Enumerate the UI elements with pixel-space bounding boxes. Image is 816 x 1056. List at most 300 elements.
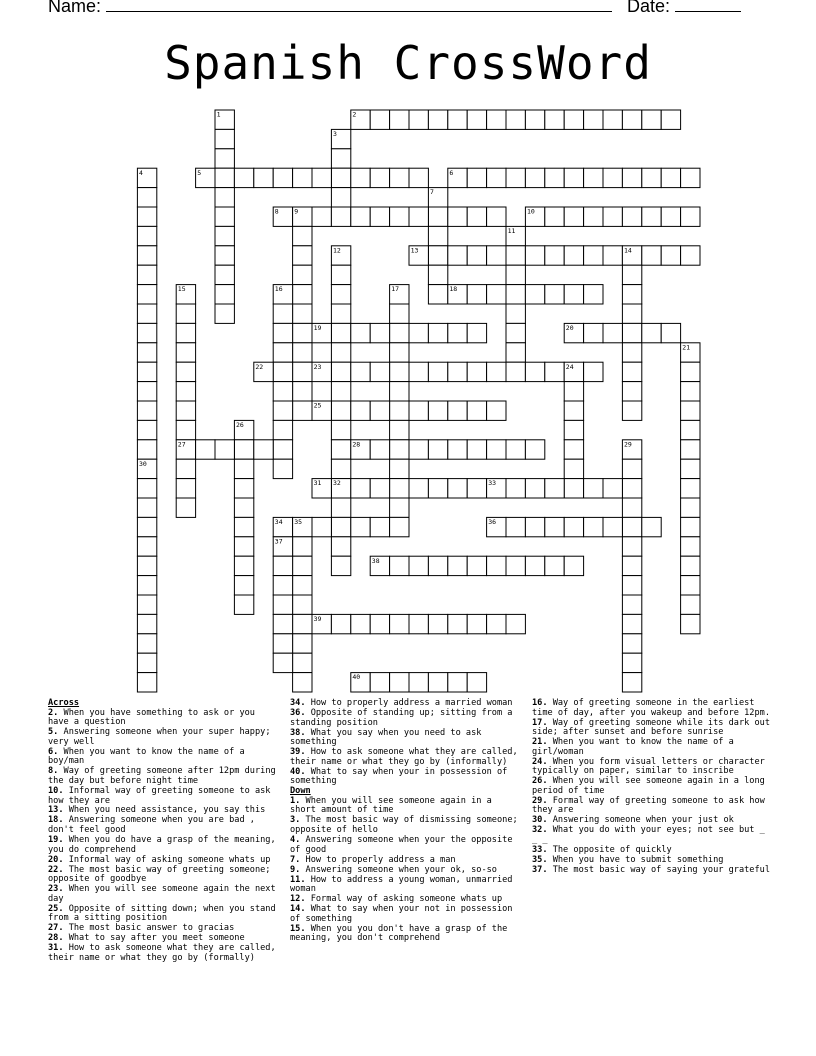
grid-cell[interactable] <box>487 614 506 633</box>
grid-cell[interactable] <box>467 673 486 692</box>
grid-cell[interactable] <box>584 168 603 187</box>
grid-cell[interactable] <box>293 226 312 245</box>
grid-cell[interactable] <box>390 168 409 187</box>
grid-cell[interactable] <box>622 265 641 284</box>
grid-cell[interactable] <box>176 323 195 342</box>
grid-cell[interactable] <box>137 653 156 672</box>
grid-cell[interactable] <box>331 168 350 187</box>
grid-cell[interactable] <box>234 440 253 459</box>
grid-cell[interactable] <box>661 323 680 342</box>
grid-cell[interactable] <box>137 673 156 692</box>
grid-cell[interactable] <box>622 479 641 498</box>
grid-cell[interactable] <box>351 207 370 226</box>
grid-cell[interactable] <box>467 168 486 187</box>
grid-cell[interactable] <box>176 304 195 323</box>
grid-cell[interactable] <box>176 343 195 362</box>
grid-cell[interactable] <box>273 323 292 342</box>
grid-cell[interactable] <box>428 226 447 245</box>
grid-cell[interactable] <box>467 401 486 420</box>
grid-cell[interactable] <box>351 401 370 420</box>
grid-cell[interactable] <box>681 420 700 439</box>
grid-cell[interactable] <box>622 517 641 536</box>
grid-cell[interactable] <box>390 420 409 439</box>
grid-cell[interactable] <box>661 110 680 129</box>
grid-cell[interactable] <box>370 440 389 459</box>
grid-cell[interactable] <box>487 401 506 420</box>
grid-cell[interactable] <box>370 401 389 420</box>
grid-cell[interactable] <box>448 362 467 381</box>
grid-cell[interactable] <box>273 459 292 478</box>
grid-cell[interactable] <box>681 556 700 575</box>
grid-cell[interactable] <box>681 459 700 478</box>
grid-cell[interactable] <box>273 304 292 323</box>
grid-cell[interactable] <box>642 168 661 187</box>
grid-cell[interactable] <box>234 576 253 595</box>
grid-cell[interactable] <box>370 614 389 633</box>
grid-cell[interactable] <box>622 110 641 129</box>
grid-cell[interactable] <box>215 246 234 265</box>
grid-cell[interactable] <box>234 517 253 536</box>
grid-cell[interactable] <box>137 440 156 459</box>
grid-cell[interactable] <box>137 265 156 284</box>
grid-cell[interactable] <box>331 420 350 439</box>
grid-cell[interactable] <box>390 517 409 536</box>
grid-cell[interactable] <box>506 323 525 342</box>
grid-cell[interactable] <box>642 323 661 342</box>
grid-cell[interactable] <box>622 498 641 517</box>
grid-cell[interactable] <box>564 401 583 420</box>
grid-cell[interactable] <box>487 440 506 459</box>
grid-cell[interactable] <box>448 556 467 575</box>
grid-cell[interactable] <box>273 595 292 614</box>
grid-cell[interactable] <box>331 343 350 362</box>
grid-cell[interactable] <box>234 168 253 187</box>
grid-cell[interactable] <box>428 110 447 129</box>
grid-cell[interactable] <box>370 673 389 692</box>
grid-cell[interactable] <box>137 537 156 556</box>
grid-cell[interactable] <box>681 576 700 595</box>
grid-cell[interactable] <box>428 614 447 633</box>
grid-cell[interactable] <box>273 440 292 459</box>
grid-cell[interactable] <box>467 285 486 304</box>
grid-cell[interactable] <box>409 362 428 381</box>
grid-cell[interactable] <box>448 440 467 459</box>
grid-cell[interactable] <box>525 362 544 381</box>
grid-cell[interactable] <box>215 285 234 304</box>
grid-cell[interactable] <box>681 362 700 381</box>
grid-cell[interactable] <box>428 401 447 420</box>
grid-cell[interactable] <box>681 479 700 498</box>
grid-cell[interactable] <box>176 498 195 517</box>
grid-cell[interactable] <box>137 401 156 420</box>
grid-cell[interactable] <box>564 207 583 226</box>
grid-cell[interactable] <box>293 634 312 653</box>
grid-cell[interactable] <box>545 517 564 536</box>
grid-cell[interactable] <box>622 595 641 614</box>
grid-cell[interactable] <box>390 110 409 129</box>
grid-cell[interactable] <box>293 343 312 362</box>
grid-cell[interactable] <box>137 304 156 323</box>
grid-cell[interactable] <box>390 556 409 575</box>
grid-cell[interactable] <box>215 168 234 187</box>
grid-cell[interactable] <box>506 479 525 498</box>
grid-cell[interactable] <box>137 498 156 517</box>
grid-cell[interactable] <box>234 595 253 614</box>
grid-cell[interactable] <box>661 207 680 226</box>
grid-cell[interactable] <box>312 517 331 536</box>
grid-cell[interactable] <box>137 188 156 207</box>
grid-cell[interactable] <box>642 517 661 536</box>
grid-cell[interactable] <box>176 479 195 498</box>
grid-cell[interactable] <box>681 595 700 614</box>
grid-cell[interactable] <box>234 479 253 498</box>
grid-cell[interactable] <box>273 382 292 401</box>
grid-cell[interactable] <box>293 382 312 401</box>
grid-cell[interactable] <box>525 246 544 265</box>
grid-cell[interactable] <box>506 110 525 129</box>
grid-cell[interactable] <box>506 517 525 536</box>
grid-cell[interactable] <box>390 323 409 342</box>
grid-cell[interactable] <box>331 382 350 401</box>
grid-cell[interactable] <box>390 401 409 420</box>
grid-cell[interactable] <box>254 440 273 459</box>
grid-cell[interactable] <box>176 459 195 478</box>
grid-cell[interactable] <box>642 246 661 265</box>
grid-cell[interactable] <box>506 265 525 284</box>
grid-cell[interactable] <box>467 246 486 265</box>
grid-cell[interactable] <box>293 556 312 575</box>
grid-cell[interactable] <box>487 168 506 187</box>
grid-cell[interactable] <box>642 207 661 226</box>
grid-cell[interactable] <box>487 285 506 304</box>
grid-cell[interactable] <box>293 168 312 187</box>
grid-cell[interactable] <box>428 207 447 226</box>
grid-cell[interactable] <box>661 246 680 265</box>
grid-cell[interactable] <box>428 265 447 284</box>
grid-cell[interactable] <box>137 362 156 381</box>
grid-cell[interactable] <box>681 401 700 420</box>
grid-cell[interactable] <box>234 498 253 517</box>
grid-cell[interactable] <box>293 537 312 556</box>
grid-cell[interactable] <box>137 517 156 536</box>
grid-cell[interactable] <box>622 362 641 381</box>
grid-cell[interactable] <box>331 304 350 323</box>
grid-cell[interactable] <box>293 246 312 265</box>
grid-cell[interactable] <box>467 207 486 226</box>
grid-cell[interactable] <box>409 168 428 187</box>
grid-cell[interactable] <box>622 653 641 672</box>
grid-cell[interactable] <box>331 537 350 556</box>
grid-cell[interactable] <box>331 498 350 517</box>
grid-cell[interactable] <box>137 246 156 265</box>
grid-cell[interactable] <box>273 614 292 633</box>
grid-cell[interactable] <box>603 517 622 536</box>
grid-cell[interactable] <box>293 265 312 284</box>
grid-cell[interactable] <box>137 343 156 362</box>
grid-cell[interactable] <box>448 246 467 265</box>
grid-cell[interactable] <box>196 440 215 459</box>
grid-cell[interactable] <box>622 304 641 323</box>
grid-cell[interactable] <box>467 479 486 498</box>
grid-cell[interactable] <box>428 246 447 265</box>
grid-cell[interactable] <box>584 479 603 498</box>
grid-cell[interactable] <box>293 653 312 672</box>
grid-cell[interactable] <box>331 556 350 575</box>
grid-cell[interactable] <box>467 556 486 575</box>
grid-cell[interactable] <box>176 362 195 381</box>
grid-cell[interactable] <box>448 673 467 692</box>
grid-cell[interactable] <box>409 614 428 633</box>
grid-cell[interactable] <box>137 576 156 595</box>
grid-cell[interactable] <box>603 207 622 226</box>
grid-cell[interactable] <box>525 168 544 187</box>
grid-cell[interactable] <box>681 168 700 187</box>
grid-cell[interactable] <box>215 440 234 459</box>
grid-cell[interactable] <box>137 479 156 498</box>
grid-cell[interactable] <box>273 168 292 187</box>
grid-cell[interactable] <box>390 207 409 226</box>
grid-cell[interactable] <box>448 614 467 633</box>
grid-cell[interactable] <box>681 614 700 633</box>
grid-cell[interactable] <box>370 362 389 381</box>
grid-cell[interactable] <box>428 673 447 692</box>
grid-cell[interactable] <box>681 498 700 517</box>
grid-cell[interactable] <box>487 362 506 381</box>
grid-cell[interactable] <box>273 556 292 575</box>
grid-cell[interactable] <box>622 634 641 653</box>
grid-cell[interactable] <box>351 168 370 187</box>
grid-cell[interactable] <box>293 304 312 323</box>
grid-cell[interactable] <box>506 285 525 304</box>
grid-cell[interactable] <box>273 576 292 595</box>
grid-cell[interactable] <box>370 207 389 226</box>
grid-cell[interactable] <box>603 110 622 129</box>
grid-cell[interactable] <box>176 382 195 401</box>
grid-cell[interactable] <box>622 459 641 478</box>
grid-cell[interactable] <box>467 440 486 459</box>
grid-cell[interactable] <box>176 420 195 439</box>
grid-cell[interactable] <box>137 226 156 245</box>
grid-cell[interactable] <box>681 537 700 556</box>
grid-cell[interactable] <box>137 634 156 653</box>
grid-cell[interactable] <box>331 149 350 168</box>
grid-cell[interactable] <box>622 285 641 304</box>
grid-cell[interactable] <box>584 110 603 129</box>
grid-cell[interactable] <box>215 226 234 245</box>
grid-cell[interactable] <box>137 614 156 633</box>
grid-cell[interactable] <box>390 304 409 323</box>
grid-cell[interactable] <box>234 459 253 478</box>
grid-cell[interactable] <box>370 517 389 536</box>
grid-cell[interactable] <box>622 401 641 420</box>
grid-cell[interactable] <box>390 362 409 381</box>
grid-cell[interactable] <box>506 168 525 187</box>
grid-cell[interactable] <box>331 401 350 420</box>
grid-cell[interactable] <box>331 285 350 304</box>
grid-cell[interactable] <box>409 440 428 459</box>
grid-cell[interactable] <box>273 343 292 362</box>
grid-cell[interactable] <box>622 382 641 401</box>
grid-cell[interactable] <box>428 285 447 304</box>
grid-cell[interactable] <box>370 479 389 498</box>
grid-cell[interactable] <box>467 323 486 342</box>
grid-cell[interactable] <box>273 634 292 653</box>
grid-cell[interactable] <box>681 440 700 459</box>
grid-cell[interactable] <box>409 323 428 342</box>
grid-cell[interactable] <box>525 440 544 459</box>
grid-cell[interactable] <box>564 246 583 265</box>
grid-cell[interactable] <box>331 265 350 284</box>
grid-cell[interactable] <box>273 653 292 672</box>
grid-cell[interactable] <box>545 479 564 498</box>
grid-cell[interactable] <box>564 517 583 536</box>
grid-cell[interactable] <box>467 110 486 129</box>
grid-cell[interactable] <box>390 343 409 362</box>
grid-cell[interactable] <box>584 246 603 265</box>
grid-cell[interactable] <box>137 556 156 575</box>
grid-cell[interactable] <box>506 556 525 575</box>
grid-cell[interactable] <box>545 207 564 226</box>
grid-cell[interactable] <box>331 207 350 226</box>
grid-cell[interactable] <box>622 343 641 362</box>
grid-cell[interactable] <box>525 556 544 575</box>
grid-cell[interactable] <box>293 362 312 381</box>
grid-cell[interactable] <box>545 362 564 381</box>
grid-cell[interactable] <box>215 149 234 168</box>
grid-cell[interactable] <box>487 556 506 575</box>
grid-cell[interactable] <box>409 110 428 129</box>
grid-cell[interactable] <box>506 614 525 633</box>
grid-cell[interactable] <box>215 304 234 323</box>
grid-cell[interactable] <box>603 246 622 265</box>
grid-cell[interactable] <box>564 556 583 575</box>
grid-cell[interactable] <box>273 420 292 439</box>
grid-cell[interactable] <box>137 595 156 614</box>
grid-cell[interactable] <box>584 517 603 536</box>
grid-cell[interactable] <box>428 323 447 342</box>
grid-cell[interactable] <box>564 110 583 129</box>
grid-cell[interactable] <box>428 479 447 498</box>
grid-cell[interactable] <box>234 556 253 575</box>
grid-cell[interactable] <box>409 673 428 692</box>
grid-cell[interactable] <box>545 168 564 187</box>
grid-cell[interactable] <box>176 401 195 420</box>
grid-cell[interactable] <box>448 323 467 342</box>
grid-cell[interactable] <box>273 401 292 420</box>
grid-cell[interactable] <box>409 401 428 420</box>
grid-cell[interactable] <box>428 556 447 575</box>
grid-cell[interactable] <box>351 614 370 633</box>
grid-cell[interactable] <box>622 614 641 633</box>
grid-cell[interactable] <box>390 498 409 517</box>
grid-cell[interactable] <box>390 440 409 459</box>
grid-cell[interactable] <box>545 246 564 265</box>
grid-cell[interactable] <box>331 459 350 478</box>
grid-cell[interactable] <box>370 168 389 187</box>
grid-cell[interactable] <box>525 285 544 304</box>
grid-cell[interactable] <box>234 537 253 556</box>
grid-cell[interactable] <box>351 323 370 342</box>
grid-cell[interactable] <box>428 440 447 459</box>
grid-cell[interactable] <box>409 479 428 498</box>
grid-cell[interactable] <box>506 343 525 362</box>
grid-cell[interactable] <box>622 537 641 556</box>
grid-cell[interactable] <box>137 207 156 226</box>
grid-cell[interactable] <box>661 168 680 187</box>
grid-cell[interactable] <box>390 382 409 401</box>
grid-cell[interactable] <box>370 110 389 129</box>
grid-cell[interactable] <box>622 576 641 595</box>
grid-cell[interactable] <box>487 246 506 265</box>
grid-cell[interactable] <box>622 556 641 575</box>
grid-cell[interactable] <box>215 207 234 226</box>
grid-cell[interactable] <box>525 479 544 498</box>
grid-cell[interactable] <box>545 285 564 304</box>
grid-cell[interactable] <box>448 479 467 498</box>
grid-cell[interactable] <box>584 285 603 304</box>
grid-cell[interactable] <box>254 168 273 187</box>
grid-cell[interactable] <box>506 362 525 381</box>
grid-cell[interactable] <box>293 614 312 633</box>
grid-cell[interactable] <box>331 188 350 207</box>
grid-cell[interactable] <box>545 556 564 575</box>
grid-cell[interactable] <box>564 420 583 439</box>
grid-cell[interactable] <box>312 168 331 187</box>
grid-cell[interactable] <box>215 129 234 148</box>
grid-cell[interactable] <box>390 673 409 692</box>
grid-cell[interactable] <box>331 517 350 536</box>
grid-cell[interactable] <box>487 207 506 226</box>
grid-cell[interactable] <box>331 362 350 381</box>
grid-cell[interactable] <box>603 479 622 498</box>
grid-cell[interactable] <box>351 517 370 536</box>
grid-cell[interactable] <box>545 110 564 129</box>
grid-cell[interactable] <box>525 110 544 129</box>
grid-cell[interactable] <box>293 595 312 614</box>
grid-cell[interactable] <box>137 382 156 401</box>
grid-cell[interactable] <box>584 207 603 226</box>
grid-cell[interactable] <box>409 207 428 226</box>
grid-cell[interactable] <box>681 207 700 226</box>
grid-cell[interactable] <box>448 401 467 420</box>
grid-cell[interactable] <box>137 323 156 342</box>
grid-cell[interactable] <box>564 382 583 401</box>
grid-cell[interactable] <box>622 323 641 342</box>
grid-cell[interactable] <box>506 440 525 459</box>
grid-cell[interactable] <box>622 168 641 187</box>
grid-cell[interactable] <box>351 479 370 498</box>
grid-cell[interactable] <box>215 265 234 284</box>
grid-cell[interactable] <box>293 576 312 595</box>
grid-cell[interactable] <box>409 556 428 575</box>
grid-cell[interactable] <box>215 188 234 207</box>
grid-cell[interactable] <box>467 362 486 381</box>
grid-cell[interactable] <box>312 207 331 226</box>
grid-cell[interactable] <box>390 479 409 498</box>
grid-cell[interactable] <box>293 401 312 420</box>
grid-cell[interactable] <box>525 517 544 536</box>
grid-cell[interactable] <box>681 382 700 401</box>
grid-cell[interactable] <box>642 110 661 129</box>
grid-cell[interactable] <box>506 304 525 323</box>
grid-cell[interactable] <box>293 285 312 304</box>
grid-cell[interactable] <box>584 362 603 381</box>
grid-cell[interactable] <box>603 168 622 187</box>
grid-cell[interactable] <box>681 517 700 536</box>
grid-cell[interactable] <box>448 207 467 226</box>
grid-cell[interactable] <box>390 459 409 478</box>
grid-cell[interactable] <box>622 673 641 692</box>
